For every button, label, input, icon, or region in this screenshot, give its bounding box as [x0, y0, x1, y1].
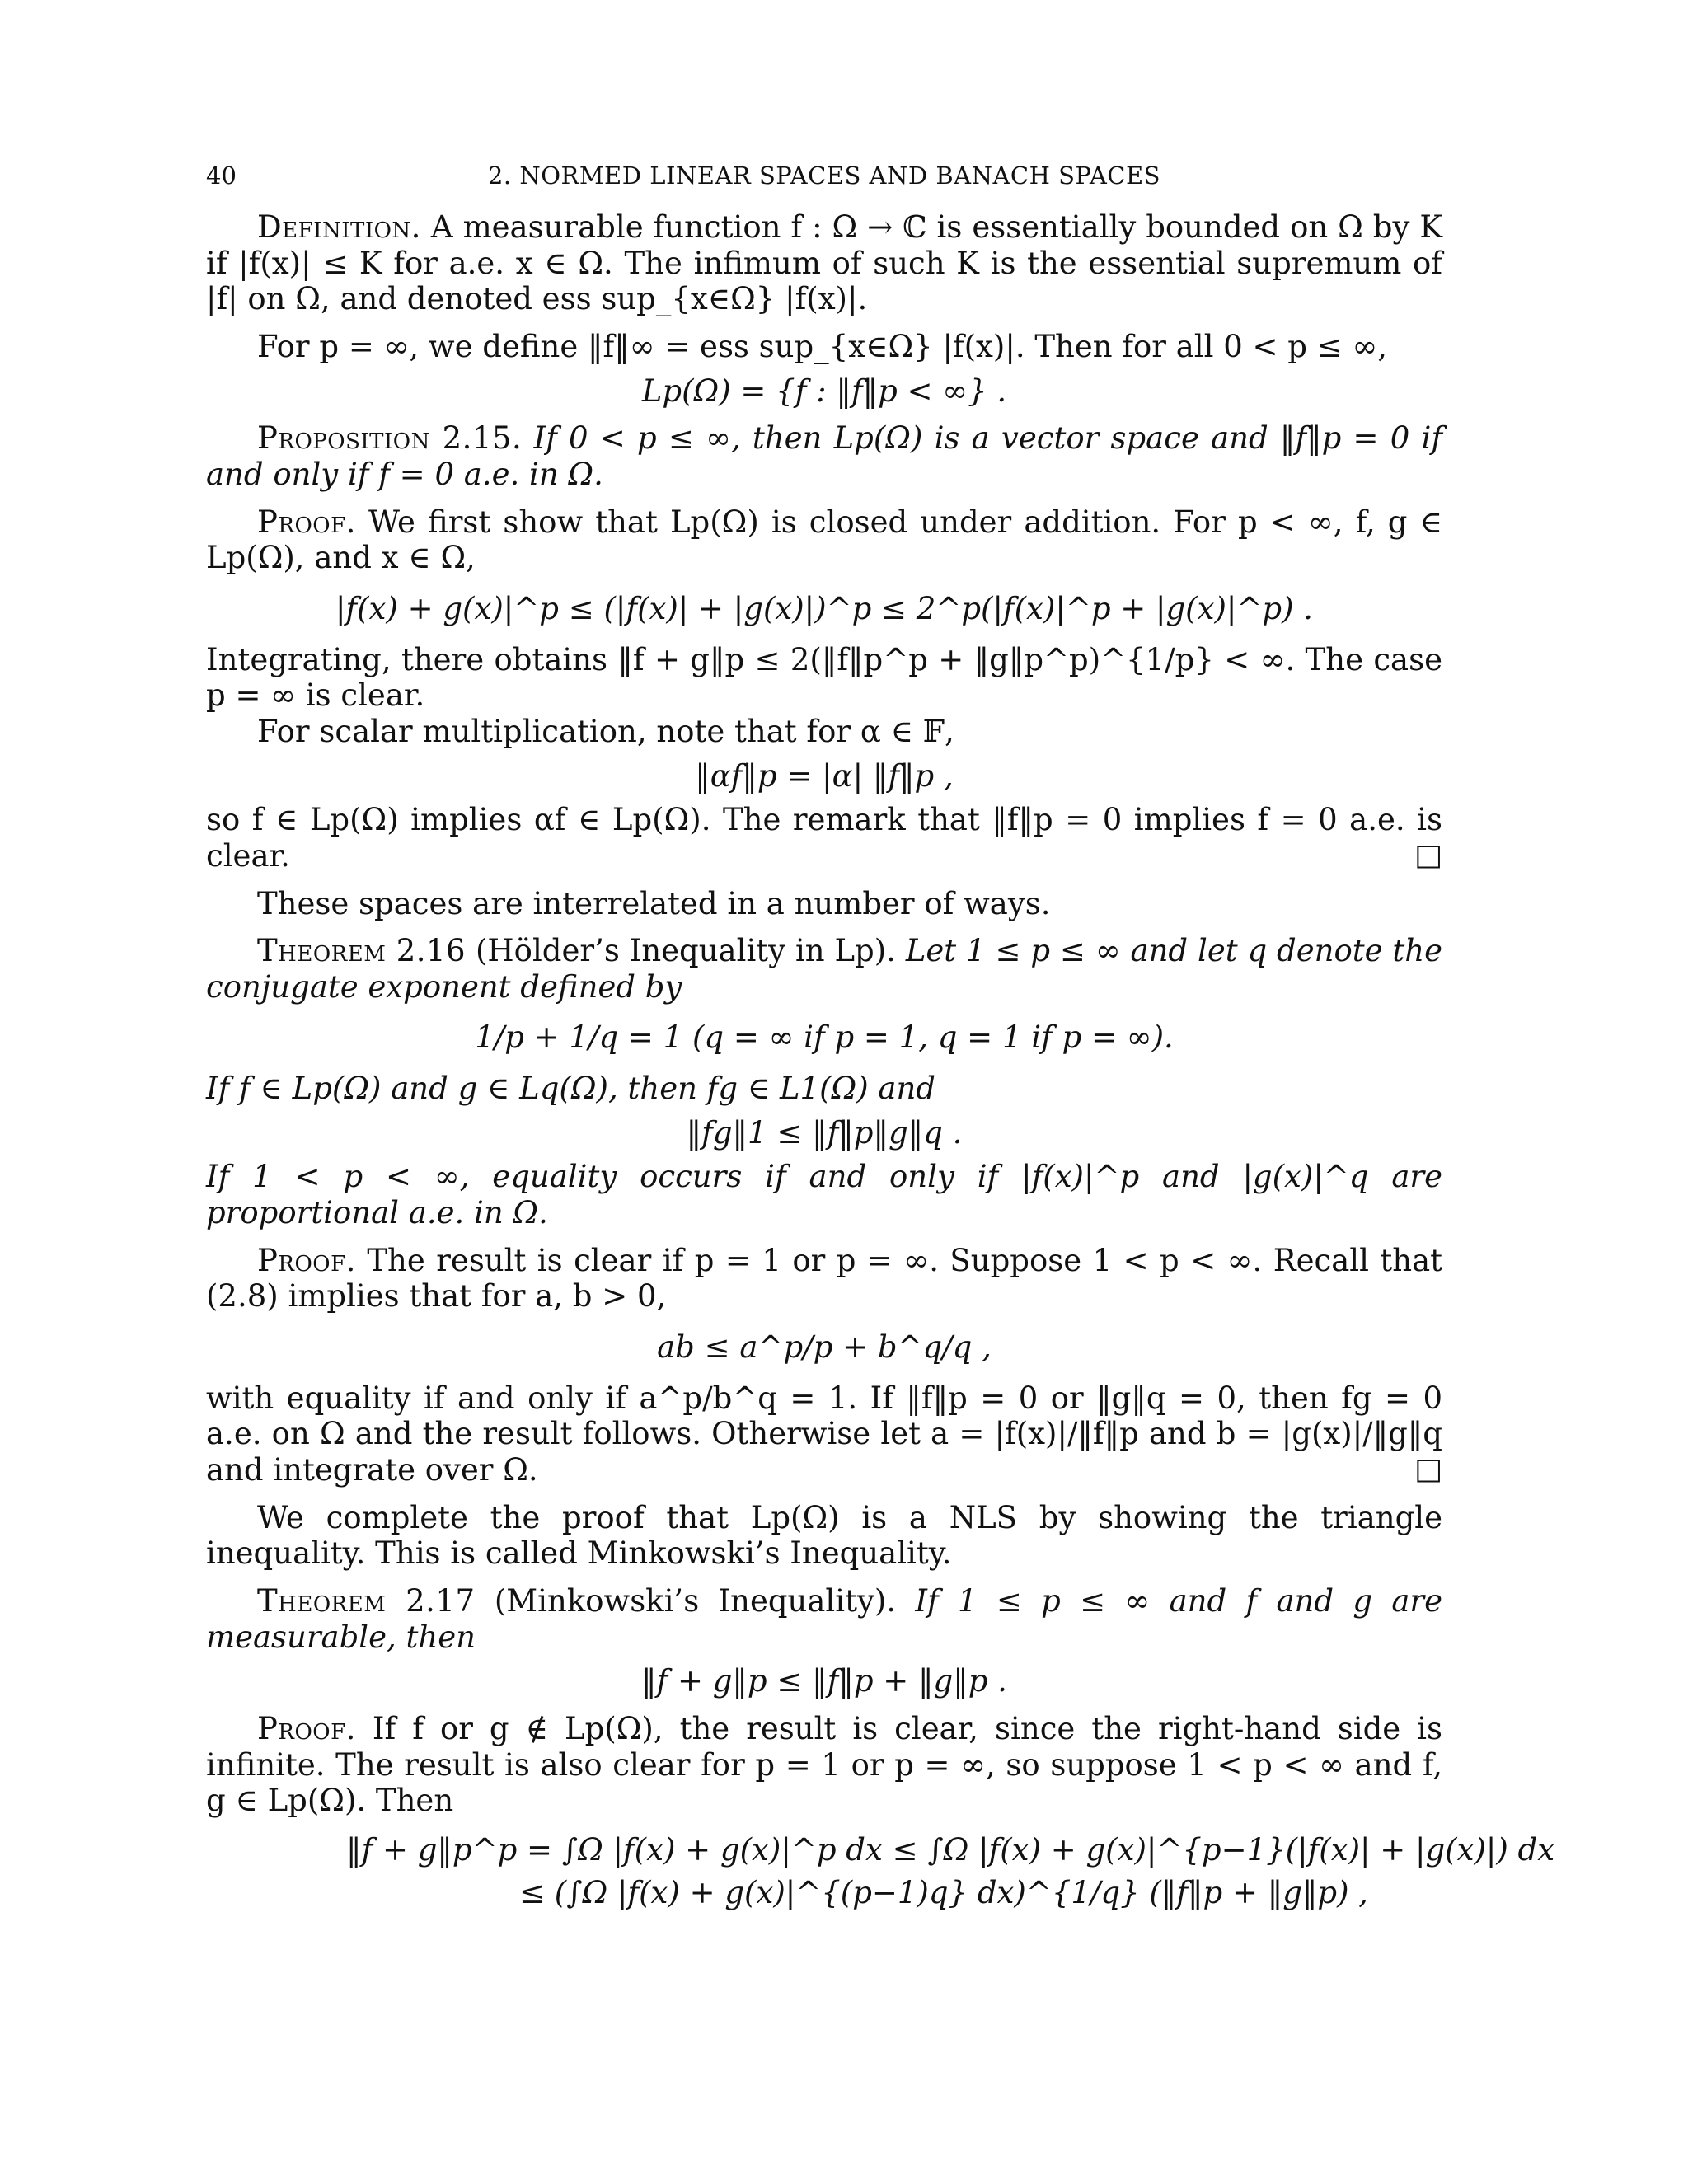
theorem216-display2: ‖fg‖1 ≤ ‖f‖p‖g‖q .: [686, 1114, 963, 1151]
proposition-label: Proposition 2.15.: [257, 420, 523, 457]
proof3-text: If f or g ∉ Lp(Ω), the result is clear, since the right-hand side is infinite. The result is also clear for p = 1 or p = ∞, so suppose 1 < p < ∞ and f, g ∈ Lp(Ω). Then: [206, 1710, 1442, 1819]
definition-text: A measurable function f : Ω → ℂ is essentially bounded on Ω by K if |f(x)| ≤ K for a.e. x ∈ Ω. The infimum of such K is the essential supremum of |f| on Ω, and denoted ess sup_{x∈Ω} |f(x)|.: [206, 209, 1442, 317]
proof1-display1: |f(x) + g(x)|^p ≤ (|f(x)| + |g(x)|)^p ≤ 2^p(|f(x)|^p + |g(x)|^p) .: [335, 590, 1314, 626]
theorem217-paragraph: [206, 1583, 1442, 1655]
definition-paragraph: [206, 209, 1442, 317]
proof2-text1: The result is clear if p = 1 or p = ∞. Suppose 1 < p < ∞. Recall that (2.8) implies that for a, b > 0,: [206, 1242, 1443, 1315]
theorem216-paragraph: [206, 933, 1442, 1005]
proof3-label: Proof.: [257, 1710, 356, 1746]
proof1-text4-paragraph: [206, 802, 1442, 874]
theorem216-title: (Hölder’s Inequality in Lp).: [475, 933, 896, 969]
theorem217-title: (Minkowski’s Inequality).: [494, 1583, 897, 1619]
interrelated-paragraph: These spaces are interrelated in a number of ways.: [257, 885, 1051, 921]
theorem217-label: Theorem 2.17: [257, 1583, 476, 1619]
qed-symbol: □: [1414, 1452, 1442, 1487]
proof1-text3: For scalar multiplication, note that for α ∈ 𝔽,: [257, 713, 954, 749]
proof1-label: Proof.: [257, 504, 356, 540]
page-header: [206, 157, 1442, 199]
nls-paragraph: We complete the proof that Lp(Ω) is a NLS by showing the triangle inequality. This is called Minkowski’s Inequality.: [206, 1499, 1442, 1572]
proof2-label: Proof.: [257, 1242, 356, 1278]
qed-symbol: □: [1414, 837, 1442, 872]
proof1-text1: We first show that Lp(Ω) is closed under addition. For p < ∞, f, g ∈ Lp(Ω), and x ∈ Ω,: [206, 504, 1442, 576]
proof2-paragraph: [206, 1243, 1442, 1315]
theorem216-text3: If 1 < p < ∞, equality occurs if and only if |f(x)|^p and |g(x)|^q are proportional a.e. in Ω.: [206, 1159, 1442, 1231]
page: [206, 157, 1555, 1917]
proof3-paragraph: [206, 1711, 1442, 1819]
minkowski-derivation: [247, 1831, 1555, 1910]
lp-definition-display: Lp(Ω) = {f : ‖f‖p < ∞} .: [641, 373, 1007, 409]
proof2-text2-paragraph: [206, 1380, 1442, 1488]
theorem217-display: ‖f + g‖p ≤ ‖f‖p + ‖g‖p .: [641, 1663, 1007, 1699]
p-infinity-paragraph: For p = ∞, we define ‖f‖∞ = ess sup_{x∈Ω} |f(x)|. Then for all 0 < p ≤ ∞,: [257, 328, 1388, 364]
proof1-text2: Integrating, there obtains ‖f + g‖p ≤ 2(‖f‖p^p + ‖g‖p^p)^{1/p} < ∞. The case p = ∞ is clear.: [206, 641, 1442, 714]
proposition-text: If 0 < p ≤ ∞, then Lp(Ω) is a vector space and ‖f‖p = 0 if and only if f = 0 a.e. in Ω.: [206, 420, 1443, 492]
proof2-display: ab ≤ a^p/p + b^q/q ,: [657, 1329, 992, 1366]
theorem216-text1: Let 1 ≤ p ≤ ∞ and let q denote the conjugate exponent defined by: [206, 933, 1442, 1005]
theorem216-text2: If f ∈ Lp(Ω) and g ∈ Lq(Ω), then fg ∈ L1(Ω) and: [206, 1071, 935, 1107]
minkowski-line-1: ‖f + g‖p^p = ∫Ω |f(x) + g(x)|^p dx ≤ ∫Ω |f(x) + g(x)|^{p−1}(|f(x)| + |g(x)|) dx: [346, 1831, 1555, 1868]
running-head: 2. NORMED LINEAR SPACES AND BANACH SPACES: [487, 162, 1160, 190]
proof1-display2: ‖αf‖p = |α| ‖f‖p ,: [695, 757, 954, 794]
proof1-paragraph: [206, 504, 1442, 576]
page-number: 40: [206, 162, 237, 190]
definition-label: Definition.: [257, 209, 421, 245]
theorem217-text: If 1 ≤ p ≤ ∞ and f and g are measurable, then: [206, 1583, 1442, 1655]
minkowski-line-2: ≤ (∫Ω |f(x) + g(x)|^{(p−1)q} dx)^{1/q} (‖f‖p + ‖g‖p) ,: [519, 1874, 1369, 1910]
theorem216-label: Theorem 2.16: [257, 933, 467, 969]
proof1-text4: so f ∈ Lp(Ω) implies αf ∈ Lp(Ω). The remark that ‖f‖p = 0 implies f = 0 a.e. is clear.: [206, 802, 1442, 874]
theorem216-display1: 1/p + 1/q = 1 (q = ∞ if p = 1, q = 1 if p = ∞).: [475, 1019, 1174, 1056]
proof2-text2: with equality if and only if a^p/b^q = 1. If ‖f‖p = 0 or ‖g‖q = 0, then fg = 0 a.e. on Ω and the result follows. Otherwise let a = |f(x)|/‖f‖p and b = |g(x)|/‖g‖q and integrate over Ω.: [206, 1380, 1442, 1488]
proposition-paragraph: [206, 420, 1442, 492]
